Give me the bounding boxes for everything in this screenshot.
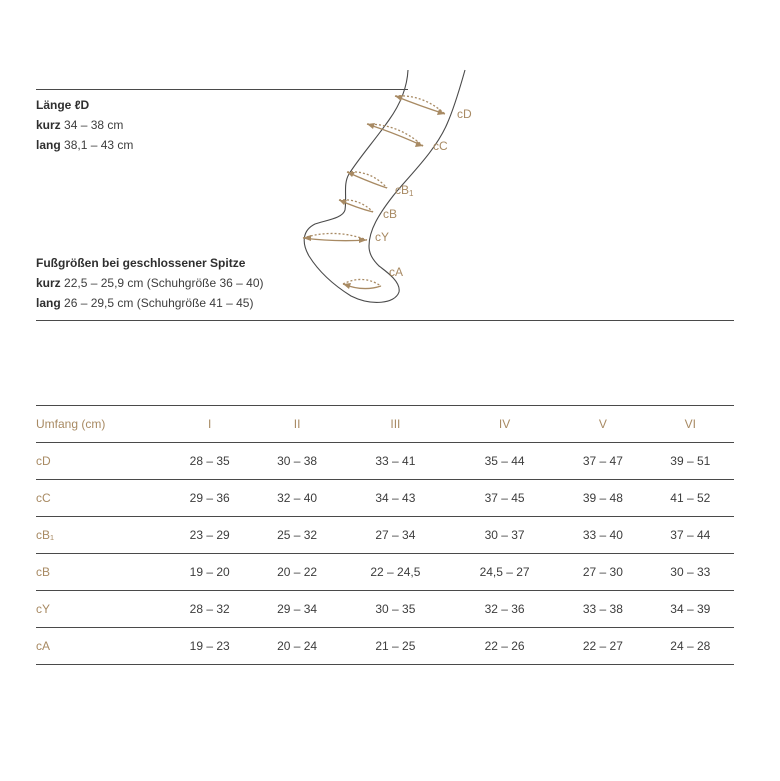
table-cell: 33 – 41 <box>341 443 450 480</box>
table-cell: 22 – 24,5 <box>341 554 450 591</box>
table-cell: 23 – 29 <box>166 517 253 554</box>
section-divider <box>36 320 734 321</box>
table-cell: 20 – 24 <box>253 628 340 665</box>
table-cell: 24 – 28 <box>647 628 734 665</box>
table-cell: 41 – 52 <box>647 480 734 517</box>
header-size: I <box>166 406 253 443</box>
foot-kurz-label: kurz <box>36 276 61 290</box>
table-cell: 30 – 33 <box>647 554 734 591</box>
header-size: II <box>253 406 340 443</box>
length-lang-label: lang <box>36 138 61 152</box>
table-row <box>36 554 734 591</box>
table-cell: 29 – 34 <box>253 591 340 628</box>
foot-info <box>36 253 263 313</box>
table-cell: 28 – 35 <box>166 443 253 480</box>
table-cell: 34 – 43 <box>341 480 450 517</box>
label-cY: cY <box>375 230 390 244</box>
table-cell: 28 – 32 <box>166 591 253 628</box>
header-size: V <box>559 406 646 443</box>
size-table <box>36 405 734 665</box>
table-cell: 30 – 35 <box>341 591 450 628</box>
length-kurz-label: kurz <box>36 118 61 132</box>
table-cell: 19 – 23 <box>166 628 253 665</box>
length-info <box>36 95 133 155</box>
table-cell: 39 – 48 <box>559 480 646 517</box>
row-label: cA <box>36 628 166 665</box>
table-cell: 20 – 22 <box>253 554 340 591</box>
leg-measurement-diagram <box>295 60 495 310</box>
foot-lang-value: 26 – 29,5 cm (Schuhgröße 41 – 45) <box>64 296 254 310</box>
table-cell: 32 – 40 <box>253 480 340 517</box>
length-lang-value: 38,1 – 43 cm <box>64 138 134 152</box>
row-label: cY <box>36 591 166 628</box>
label-cC: cC <box>433 139 448 153</box>
table-header-row <box>36 406 734 443</box>
table-cell: 32 – 36 <box>450 591 559 628</box>
table-cell: 37 – 47 <box>559 443 646 480</box>
table-row <box>36 628 734 665</box>
table-cell: 21 – 25 <box>341 628 450 665</box>
table-cell: 27 – 34 <box>341 517 450 554</box>
row-label: cB <box>36 554 166 591</box>
table-row <box>36 517 734 554</box>
table-cell: 29 – 36 <box>166 480 253 517</box>
table-row <box>36 443 734 480</box>
label-cB: cB <box>383 207 398 221</box>
foot-kurz-value: 22,5 – 25,9 cm (Schuhgröße 36 – 40) <box>64 276 264 290</box>
foot-title: Fußgrößen bei geschlossener Spitze <box>36 256 246 270</box>
row-label: cB₁ <box>36 517 166 554</box>
table-cell: 34 – 39 <box>647 591 734 628</box>
length-kurz-value: 34 – 38 cm <box>64 118 124 132</box>
row-label: cC <box>36 480 166 517</box>
header-size: IV <box>450 406 559 443</box>
table-row <box>36 480 734 517</box>
table-cell: 25 – 32 <box>253 517 340 554</box>
table-cell: 39 – 51 <box>647 443 734 480</box>
table-cell: 37 – 45 <box>450 480 559 517</box>
table-cell: 22 – 27 <box>559 628 646 665</box>
table-cell: 33 – 40 <box>559 517 646 554</box>
header-size: VI <box>647 406 734 443</box>
table-cell: 30 – 37 <box>450 517 559 554</box>
table-cell: 22 – 26 <box>450 628 559 665</box>
table-cell: 24,5 – 27 <box>450 554 559 591</box>
label-cA: cA <box>389 265 404 279</box>
row-label: cD <box>36 443 166 480</box>
table-cell: 33 – 38 <box>559 591 646 628</box>
header-umfang: Umfang (cm) <box>36 406 166 443</box>
table-cell: 19 – 20 <box>166 554 253 591</box>
table-cell: 35 – 44 <box>450 443 559 480</box>
foot-lang-label: lang <box>36 296 61 310</box>
label-cD: cD <box>457 107 472 121</box>
table-row <box>36 591 734 628</box>
length-title: Länge ℓD <box>36 98 90 112</box>
table-cell: 37 – 44 <box>647 517 734 554</box>
table-cell: 27 – 30 <box>559 554 646 591</box>
header-size: III <box>341 406 450 443</box>
table-cell: 30 – 38 <box>253 443 340 480</box>
label-cB1: cB1 <box>395 183 414 198</box>
